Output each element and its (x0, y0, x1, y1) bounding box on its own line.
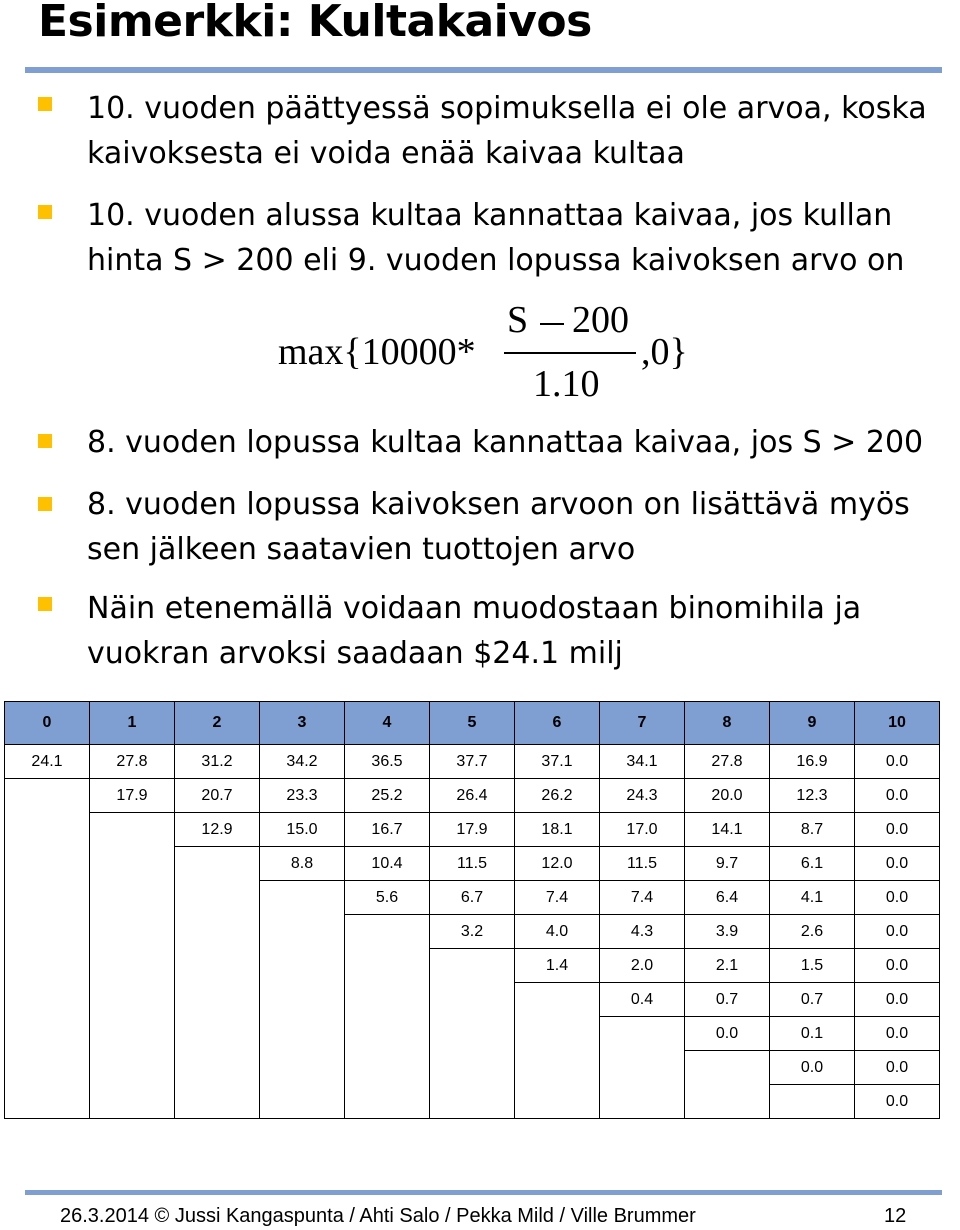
table-cell (260, 1051, 345, 1085)
table-cell: 16.9 (770, 745, 855, 779)
bullet-text-3: 8. vuoden lopussa kultaa kannattaa kaivaa, jos S > 200 (87, 425, 924, 460)
table-cell (430, 983, 515, 1017)
table-cell (260, 881, 345, 915)
footer-divider (25, 1190, 942, 1195)
table-cell (175, 1051, 260, 1085)
table-cell (90, 949, 175, 983)
table-cell: 24.3 (600, 779, 685, 813)
table-row (5, 1085, 940, 1119)
table-cell (175, 1017, 260, 1051)
table-cell: 34.1 (600, 745, 685, 779)
table-cell: 20.0 (685, 779, 770, 813)
table-cell (685, 1085, 770, 1119)
table-cell (770, 1085, 855, 1119)
table-cell: 18.1 (515, 813, 600, 847)
formula-numerator-s: S (507, 299, 529, 341)
table-cell: 23.3 (260, 779, 345, 813)
table-cell: 7.4 (515, 881, 600, 915)
table-cell (430, 949, 515, 983)
table-row (5, 1017, 940, 1051)
table-cell (345, 949, 430, 983)
table-cell: 8.7 (770, 813, 855, 847)
table-cell: 0.0 (855, 813, 940, 847)
table-cell: 0.0 (855, 1051, 940, 1085)
table-row (5, 881, 940, 915)
formula-fraction-bar (504, 352, 636, 354)
bullet-marker (38, 497, 52, 511)
table-cell: 11.5 (430, 847, 515, 881)
formula-minus-sign (540, 323, 564, 325)
table-cell (345, 1017, 430, 1051)
table-cell: 0.0 (685, 1017, 770, 1051)
table-cell: 16.7 (345, 813, 430, 847)
table-cell: 12.0 (515, 847, 600, 881)
table-cell: 25.2 (345, 779, 430, 813)
table-cell: 12.9 (175, 813, 260, 847)
table-cell: 2.0 (600, 949, 685, 983)
table-cell (515, 1017, 600, 1051)
table-cell: 6.4 (685, 881, 770, 915)
table-cell (90, 847, 175, 881)
table-cell: 1.5 (770, 949, 855, 983)
value-formula (0, 0, 960, 420)
table-row (5, 1051, 940, 1085)
table-cell (345, 1051, 430, 1085)
table-row (5, 745, 940, 779)
table-cell: 27.8 (90, 745, 175, 779)
table-cell: 1.4 (515, 949, 600, 983)
table-row (5, 983, 940, 1017)
table-row (5, 847, 940, 881)
table-cell: 34.2 (260, 745, 345, 779)
column-header: 9 (770, 702, 855, 745)
column-header: 5 (430, 702, 515, 745)
table-header-row (5, 702, 940, 745)
column-header: 6 (515, 702, 600, 745)
table-cell: 0.7 (685, 983, 770, 1017)
bullet-text-4: 8. vuoden lopussa kaivoksen arvoon on lisättävä myös sen jälkeen saatavien tuottojen arvo (87, 487, 910, 567)
table-cell: 6.1 (770, 847, 855, 881)
bullet-text-1: 10. vuoden päättyessä sopimuksella ei ole arvoa, koska kaivoksesta ei voida enää kaivaa kultaa (87, 91, 927, 171)
table-cell (600, 1051, 685, 1085)
table-cell: 5.6 (345, 881, 430, 915)
table-cell: 8.8 (260, 847, 345, 881)
table-cell: 26.4 (430, 779, 515, 813)
table-cell: 0.4 (600, 983, 685, 1017)
formula-denominator: 1.10 (533, 363, 600, 405)
column-header: 3 (260, 702, 345, 745)
column-header: 2 (175, 702, 260, 745)
table-cell: 36.5 (345, 745, 430, 779)
table-cell (260, 1017, 345, 1051)
table-cell: 0.1 (770, 1017, 855, 1051)
table-cell: 0.0 (855, 881, 940, 915)
table-cell: 0.0 (855, 1017, 940, 1051)
table-cell (515, 1085, 600, 1119)
column-header: 4 (345, 702, 430, 745)
table-cell (345, 983, 430, 1017)
table-cell (90, 813, 175, 847)
table-cell: 17.9 (90, 779, 175, 813)
binomial-lattice-table (4, 701, 940, 1119)
table-cell: 0.0 (855, 1085, 940, 1119)
table-cell (515, 983, 600, 1017)
table-cell: 0.0 (855, 779, 940, 813)
bullet-text-2: 10. vuoden alussa kultaa kannattaa kaivaa, jos kullan hinta S > 200 eli 9. vuoden lopussa kaivoksen arvo on (87, 198, 905, 278)
table-cell: 26.2 (515, 779, 600, 813)
table-cell (90, 881, 175, 915)
table-cell: 0.0 (855, 915, 940, 949)
table-cell (685, 1051, 770, 1085)
table-cell (430, 1085, 515, 1119)
table-cell: 4.1 (770, 881, 855, 915)
column-header: 7 (600, 702, 685, 745)
table-cell (5, 1051, 90, 1085)
column-header: 10 (855, 702, 940, 745)
table-cell (5, 779, 90, 813)
table-cell: 0.0 (855, 847, 940, 881)
table-cell: 6.7 (430, 881, 515, 915)
table-cell (90, 915, 175, 949)
table-cell (5, 813, 90, 847)
table-cell: 2.1 (685, 949, 770, 983)
bullet-marker (38, 597, 52, 611)
table-cell (5, 1017, 90, 1051)
table-cell: 4.3 (600, 915, 685, 949)
bullet-text-5: Näin etenemällä voidaan muodostaan binomihila ja vuokran arvoksi saadaan $24.1 milj (87, 591, 862, 671)
table-cell: 31.2 (175, 745, 260, 779)
table-cell (175, 847, 260, 881)
table-cell: 0.0 (855, 745, 940, 779)
table-cell: 3.9 (685, 915, 770, 949)
table-cell: 24.1 (5, 745, 90, 779)
table-cell (430, 1051, 515, 1085)
formula-numerator-value: 200 (572, 299, 629, 341)
formula-suffix: ,0} (641, 331, 688, 373)
table-cell: 11.5 (600, 847, 685, 881)
table-row (5, 813, 940, 847)
table-cell: 37.7 (430, 745, 515, 779)
table-cell (5, 983, 90, 1017)
table-cell: 0.7 (770, 983, 855, 1017)
table-cell: 20.7 (175, 779, 260, 813)
table-cell (5, 915, 90, 949)
table-cell: 17.9 (430, 813, 515, 847)
table-cell (175, 983, 260, 1017)
table-row (5, 949, 940, 983)
table-cell: 15.0 (260, 813, 345, 847)
table-cell (175, 915, 260, 949)
table-cell (175, 881, 260, 915)
table-cell (5, 1085, 90, 1119)
table-cell (260, 1085, 345, 1119)
table-cell: 14.1 (685, 813, 770, 847)
column-header: 1 (90, 702, 175, 745)
table-cell (175, 949, 260, 983)
bullet-marker (38, 434, 52, 448)
table-cell: 9.7 (685, 847, 770, 881)
table-row (5, 915, 940, 949)
table-cell (515, 1051, 600, 1085)
table-cell (345, 1085, 430, 1119)
table-cell: 27.8 (685, 745, 770, 779)
table-cell (5, 847, 90, 881)
table-cell (345, 915, 430, 949)
table-cell: 10.4 (345, 847, 430, 881)
page-title: Esimerkki: Kultakaivos (38, 0, 592, 47)
formula-prefix: max{10000* (278, 331, 476, 373)
table-cell: 0.0 (855, 949, 940, 983)
table-cell (90, 1017, 175, 1051)
table-cell (5, 881, 90, 915)
table-cell (90, 1051, 175, 1085)
table-cell: 7.4 (600, 881, 685, 915)
table-cell: 17.0 (600, 813, 685, 847)
table-cell: 0.0 (855, 983, 940, 1017)
table-cell (90, 983, 175, 1017)
table-cell: 12.3 (770, 779, 855, 813)
table-cell (90, 1085, 175, 1119)
column-header: 0 (5, 702, 90, 745)
page-number: 12 (884, 1205, 907, 1227)
table-cell (5, 949, 90, 983)
footer-credits: 26.3.2014 © Jussi Kangaspunta / Ahti Salo / Pekka Mild / Ville Brummer (60, 1205, 696, 1227)
table-cell (175, 1085, 260, 1119)
table-cell: 0.0 (770, 1051, 855, 1085)
table-cell (260, 915, 345, 949)
table-cell: 3.2 (430, 915, 515, 949)
table-cell (260, 983, 345, 1017)
table-cell (600, 1017, 685, 1051)
column-header: 8 (685, 702, 770, 745)
table-cell: 4.0 (515, 915, 600, 949)
table-cell: 37.1 (515, 745, 600, 779)
table-row (5, 779, 940, 813)
table-cell (260, 949, 345, 983)
table-cell (430, 1017, 515, 1051)
table-cell (600, 1085, 685, 1119)
table-cell: 2.6 (770, 915, 855, 949)
